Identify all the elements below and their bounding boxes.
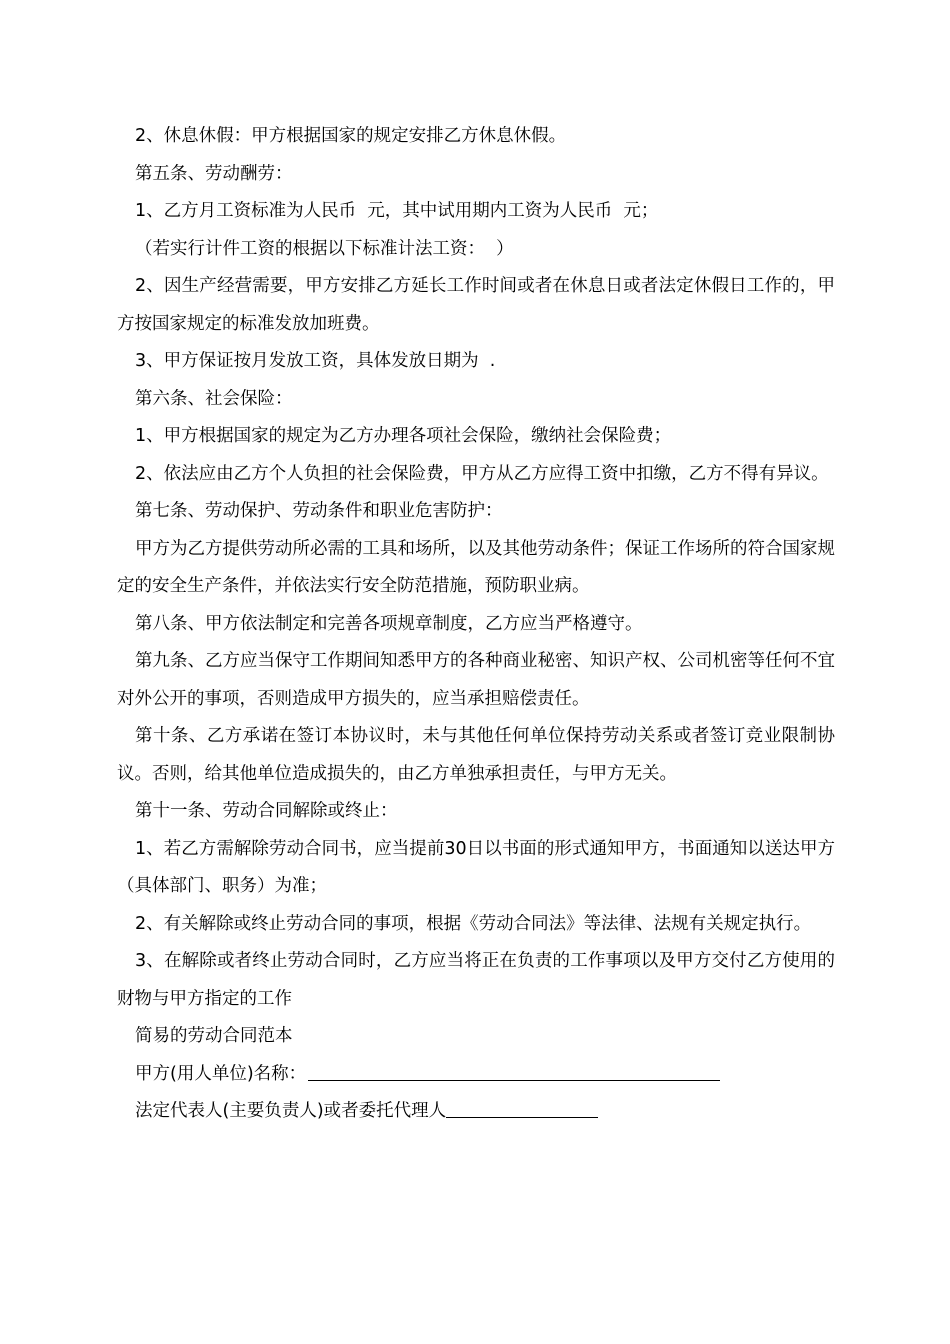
paragraph: 2、休息休假：甲方根据国家的规定安排乙方休息休假。 <box>135 126 567 146</box>
section-paragraph: 第十条、乙方承诺在签订本协议时，未与其他任何单位保持劳动关系或者签订竞业限制协议。否则，给其他单位造成损失的，由乙方单独承担责任，与甲方无关。 <box>117 726 835 784</box>
section-heading: 第六条、社会保险： <box>135 388 293 409</box>
legal-rep-label: 法定代表人(主要负责人)或者委托代理人 <box>135 1101 447 1121</box>
section-paragraph: 第九条、乙方应当保守工作期间知悉甲方的各种商业秘密、知识产权、公司机密等任何不宜对外公开的事项，否则造成甲方损失的，应当承担赔偿责任。 <box>117 651 835 709</box>
legal-rep-line <box>117 1093 835 1131</box>
section-heading: 第七条、劳动保护、劳动条件和职业危害防护： <box>135 501 503 521</box>
paragraph: 2、依法应由乙方个人负担的社会保险费，甲方从乙方应得工资中扣缴，乙方不得有异议。 <box>135 463 829 484</box>
paragraph: 1、甲方根据国家的规定为乙方办理各项社会保险，缴纳社会保险费； <box>135 426 672 446</box>
paragraph: 3、在解除或者终止劳动合同时，乙方应当将正在负责的工作事项以及甲方交付乙方使用的财物与甲方指定的工作 <box>117 951 835 1009</box>
section-paragraph: 第八条、甲方依法制定和完善各项规章制度，乙方应当严格遵守。 <box>135 613 643 634</box>
paragraph: 1、乙方月工资标准为人民币 元，其中试用期内工资为人民币 元； <box>135 201 659 221</box>
legal-rep-blank <box>446 1116 598 1118</box>
document-body <box>117 118 835 1131</box>
paragraph: 3、甲方保证按月发放工资，具体发放日期为 . <box>135 351 496 371</box>
template-title: 简易的劳动合同范本 <box>135 1026 293 1046</box>
section-heading: 第五条、劳动酬劳： <box>135 163 293 184</box>
section-heading: 第十一条、劳动合同解除或终止： <box>135 801 398 821</box>
paragraph: 2、因生产经营需要，甲方安排乙方延长工作时间或者在休息日或者法定休假日工作的，甲方按国家规定的标准发放加班费。 <box>117 276 835 334</box>
paragraph: 1、若乙方需解除劳动合同书，应当提前30日以书面的形式通知甲方，书面通知以送达甲方（具体部门、职务）为准； <box>117 838 835 896</box>
paragraph: （若实行计件工资的根据以下标准计法工资： ） <box>135 238 514 259</box>
paragraph: 2、有关解除或终止劳动合同的事项，根据《劳动合同法》等法律、法规有关规定执行。 <box>135 913 812 934</box>
employer-name-line <box>117 1056 835 1094</box>
employer-name-blank <box>308 1079 720 1081</box>
employer-name-label: 甲方(用人单位)名称： <box>135 1063 307 1084</box>
paragraph: 甲方为乙方提供劳动所必需的工具和场所，以及其他劳动条件；保证工作场所的符合国家规定的安全生产条件，并依法实行安全防范措施，预防职业病。 <box>117 538 835 596</box>
